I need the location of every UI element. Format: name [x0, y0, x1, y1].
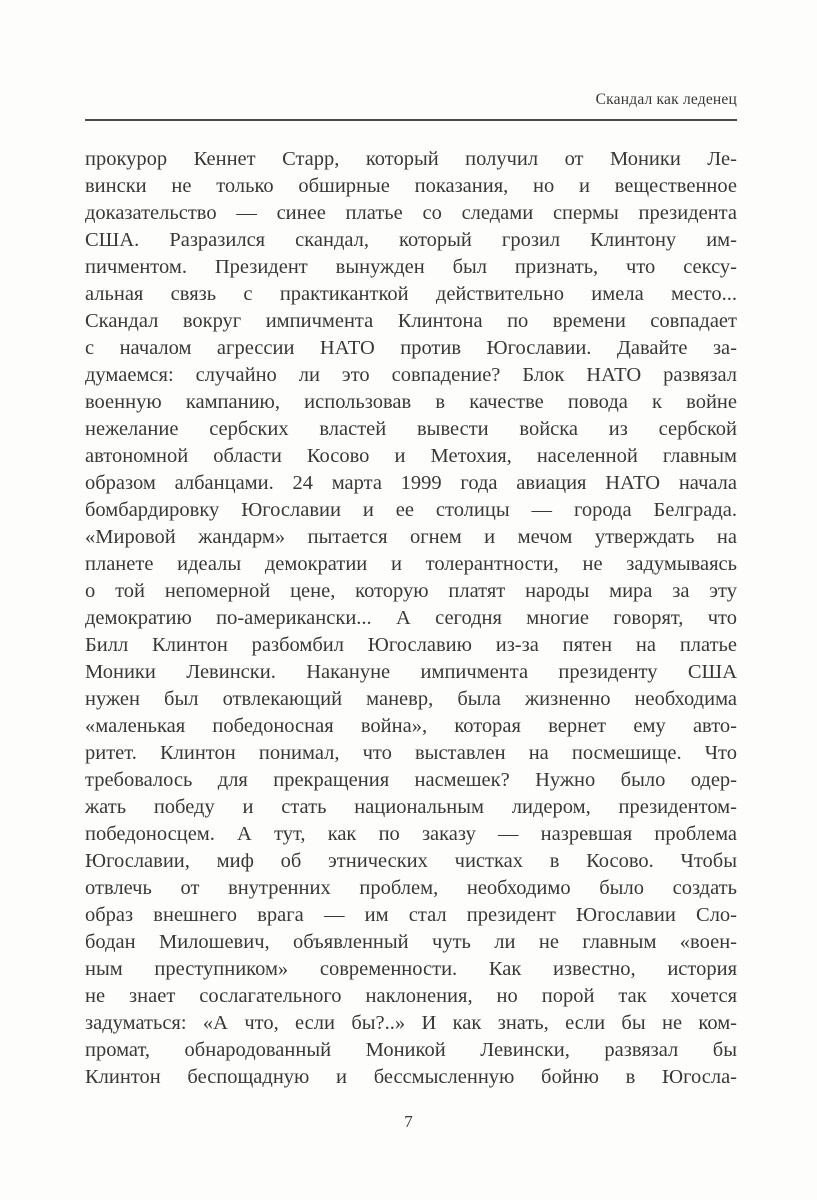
text-line: Клинтон беспощадную и бессмысленную бойню в Югосла- [85, 1066, 737, 1088]
text-line: автономной области Косово и Метохия, населенной главным [85, 445, 737, 467]
text-line: думаемся: случайно ли это совпадение? Блок НАТО развязал [85, 364, 737, 386]
text-line: ритет. Клинтон понимал, что выставлен на посмешище. Что [85, 742, 737, 764]
text-line: требовалось для прекращения насмешек? Нужно было одер- [85, 769, 737, 791]
header-rule [85, 119, 737, 121]
text-line: задуматься: «А что, если бы?..» И как знать, если бы не ком- [85, 1012, 737, 1034]
text-line: Моники Левински. Накануне импичмента президенту США [85, 661, 737, 683]
body-text [85, 146, 737, 1091]
text-line: демократию по-американски... А сегодня многие говорят, что [85, 607, 737, 629]
text-line: о той непомерной цене, которую платят народы мира за эту [85, 580, 737, 602]
text-line: нужен был отвлекающий маневр, была жизненно необходима [85, 688, 737, 710]
text-line: пичментом. Президент вынужден был признать, что сексу- [85, 256, 737, 278]
text-line: прокурор Кеннет Старр, который получил от Моники Ле- [85, 148, 737, 170]
running-head: Скандал как леденец [595, 91, 737, 108]
text-line: промат, обнародованный Моникой Левински, развязал бы [85, 1039, 737, 1061]
text-line: вински не только обширные показания, но и вещественное [85, 175, 737, 197]
text-line: Билл Клинтон разбомбил Югославию из-за пятен на платье [85, 634, 737, 656]
text-line: альная связь с практиканткой действительно имела место... [85, 283, 737, 305]
text-line: нежелание сербских властей вывести войска из сербской [85, 418, 737, 440]
text-line: ным преступником» современности. Как известно, история [85, 958, 737, 980]
text-line: победоносцем. А тут, как по заказу — назревшая проблема [85, 823, 737, 845]
text-line: Югославии, миф об этнических чистках в Косово. Чтобы [85, 850, 737, 872]
text-line: Скандал вокруг импичмента Клинтона по времени совпадает [85, 310, 737, 332]
text-line: США. Разразился скандал, который грозил Клинтону им- [85, 229, 737, 251]
text-line: образ внешнего врага — им стал президент Югославии Сло- [85, 904, 737, 926]
text-line: отвлечь от внутренних проблем, необходимо было создать [85, 877, 737, 899]
text-line: с началом агрессии НАТО против Югославии. Давайте за- [85, 337, 737, 359]
text-line: доказательство — синее платье со следами спермы президента [85, 202, 737, 224]
page-footer [0, 1112, 817, 1132]
page-number: 7 [404, 1112, 413, 1131]
text-line: не знает сослагательного наклонения, но порой так хочется [85, 985, 737, 1007]
text-line: «Мировой жандарм» пытается огнем и мечом утверждать на [85, 526, 737, 548]
text-line: военную кампанию, использовав в качестве повода к войне [85, 391, 737, 413]
text-line: бодан Милошевич, объявленный чуть ли не главным «воен- [85, 931, 737, 953]
text-line: планете идеалы демократии и толерантности, не задумываясь [85, 553, 737, 575]
text-line: бомбардировку Югославии и ее столицы — города Белграда. [85, 499, 737, 521]
text-line: образом албанцами. 24 марта 1999 года авиация НАТО начала [85, 472, 737, 494]
text-line: жать победу и стать национальным лидером, президентом- [85, 796, 737, 818]
text-line: «маленькая победоносная война», которая вернет ему авто- [85, 715, 737, 737]
